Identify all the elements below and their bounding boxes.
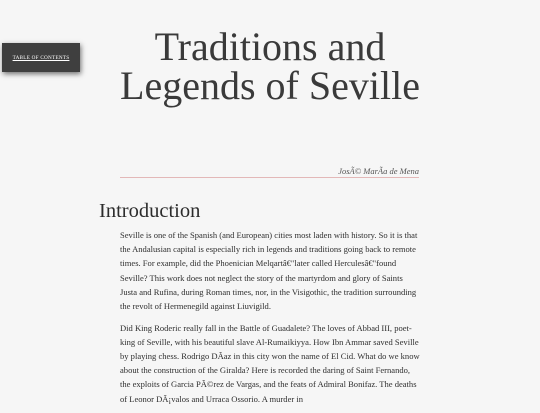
book-title: Traditions and Legends of Seville <box>120 24 420 108</box>
section-heading: Introduction <box>99 200 201 222</box>
table-of-contents-button[interactable] <box>2 43 80 72</box>
section-body <box>120 228 421 413</box>
table-of-contents-label: TABLE OF CONTENTS <box>12 54 70 61</box>
body-paragraph: Seville is one of the Spanish (and European) cities most laden with history. So it is that the Andalusian capital is especially rich in legends and traditions going back to remote times. For example, did the Phoenician Melqartâ€"later called Herculesâ€"found Seville? This work does not neglect the story of the martyrdom and glory of Saints Justa and Rufina, during Roman times, nor, in the Visigothic, the tradition surrounding the revolt of Hermenegild against Liuvigild. <box>120 230 418 312</box>
title-divider <box>120 177 419 178</box>
body-paragraph: Did King Roderic really fall in the Battle of Guadalete? The loves of Abbad III, poet-king of Seville, with his beautiful slave Al-Rumaikiyya. How Ibn Ammar saved Seville by playing chess. Rodrigo DÃaz in this city won the name of El Cid. What do we know about the construction of the Giralda? Here is recorded the daring of Saint Fernando, the exploits of Garcia PÃ©rez de Vargas, and the feats of Admiral Bonifaz. The deaths of Leonor DÃ¡valos and Urraca Ossorio. A murder in <box>120 322 420 404</box>
book-author: JosÃ© MarÃa de Mena <box>338 166 419 176</box>
